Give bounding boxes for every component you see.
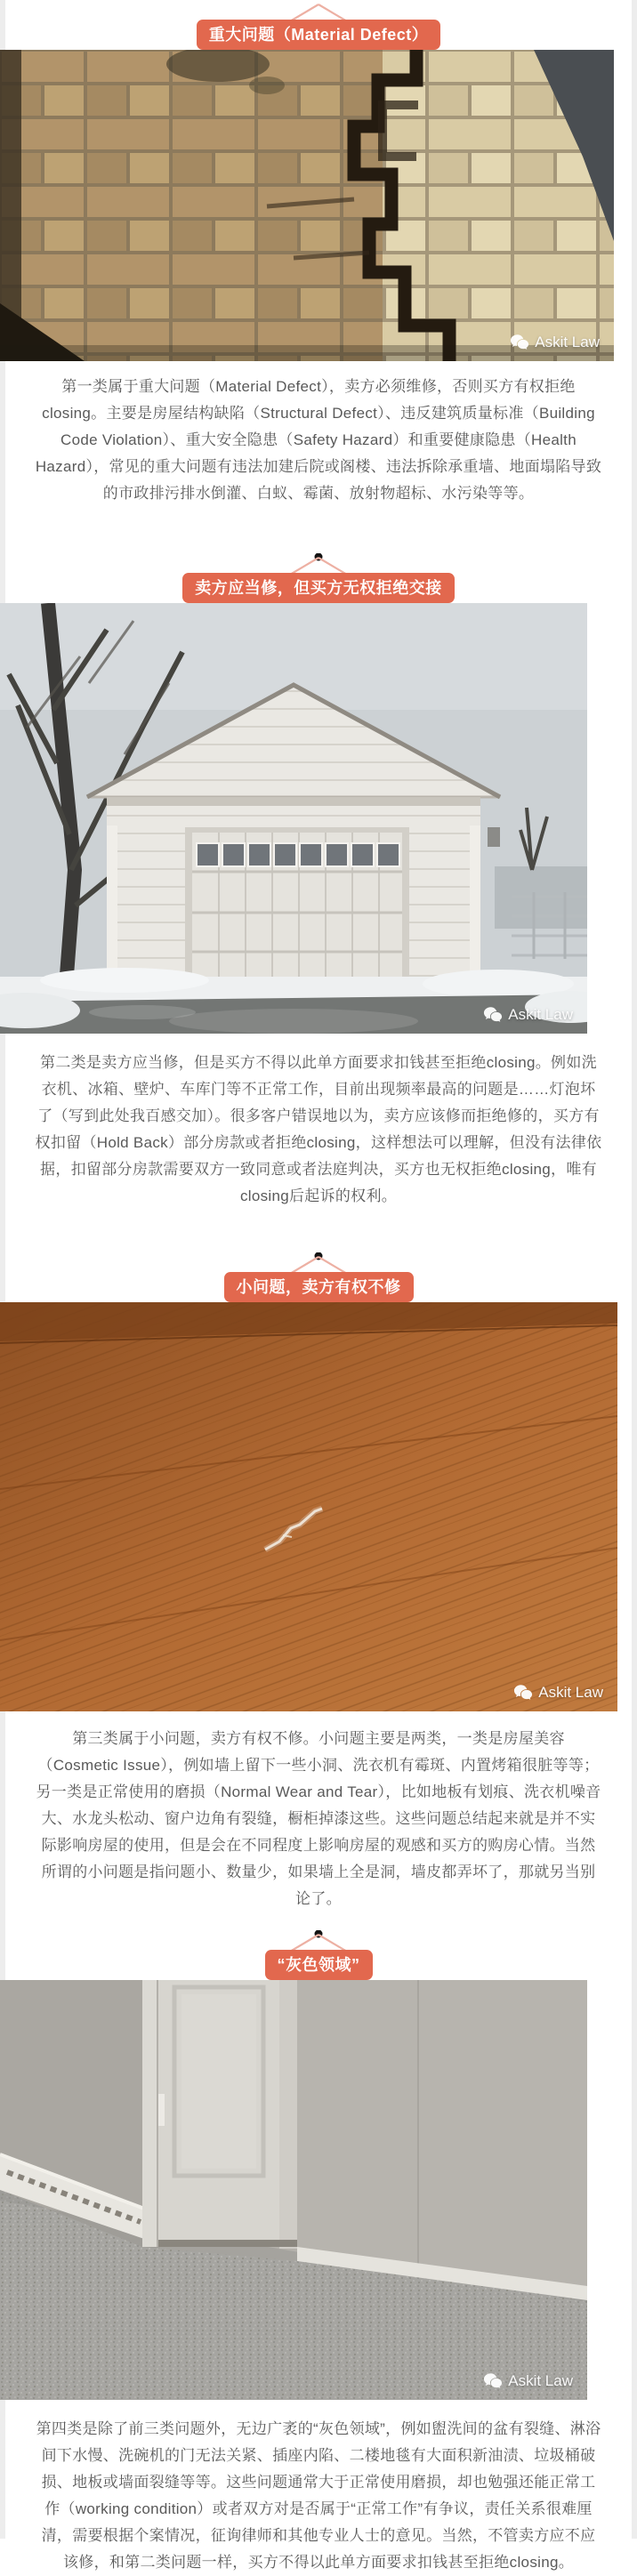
section-badge-wrap (0, 0, 637, 50)
section-seller-must-repair (0, 553, 637, 1210)
section-badge: “灰色领域” (265, 1950, 373, 1980)
photo-white-garage-winter[interactable] (0, 603, 587, 1034)
brick-wall-crack-image (0, 50, 614, 361)
section-badge-wrap (0, 1252, 637, 1302)
section-grey-area (0, 1930, 637, 2576)
hanging-string-icon (0, 1930, 637, 1952)
room-door-carpet-image (0, 1980, 587, 2400)
watermark-label: Askit Law (535, 334, 600, 350)
section-badge-wrap (0, 553, 637, 603)
watermark-label: Askit Law (508, 2372, 573, 2389)
photo-watermark (483, 2372, 573, 2389)
section-paragraph: 第一类属于重大问题（Material Defect），卖方必须维修，否则买方有权拒绝closing。主要是房屋结构缺陷（Structural Defect）、违反建筑质量标准（Building Code Violation）、重大安全隐患（Safety Hazard）和重要健康隐患（Health Hazard），常见的重大问题有违法加建后院或阁楼、违法拆除承重墙、地面塌陷导致的市政排污排水倒灌、白蚁、霉菌、放射物超标、水污染等等。 (35, 378, 602, 502)
section-badge: 卖方应当修，但买方无权拒绝交接 (182, 573, 455, 603)
photo-watermark (483, 1006, 573, 1023)
hanging-string-icon (0, 1252, 637, 1274)
photo-wood-floor-scratch[interactable] (0, 1302, 617, 1711)
hanging-string-icon (0, 553, 637, 575)
wechat-logo-icon (510, 334, 529, 350)
section-paragraph: 第二类是卖方应当修，但是买方不得以此单方面要求扣钱甚至拒绝closing。例如洗衣机、冰箱、壁炉、车库门等不正常工作，目前出现频率最高的问题是……灯泡坏了（写到此处我百感交加）。很多客户错误地以为，卖方应该修而拒绝修的，买方有权扣留（Hold Back）部分房款或者拒绝closing，这样想法可以理解，但没有法律依据，扣留部分房款需要双方一致同意或者法庭判决，买方也无权拒绝closing，唯有closing后起诉的权利。 (35, 1054, 602, 1204)
photo-brick-wall-crack[interactable] (0, 50, 614, 361)
section-paragraph: 第三类属于小问题，卖方有权不修。小问题主要是两类，一类是房屋美容（Cosmetic Issue），例如墙上留下一些小洞、洗衣机有霉斑、内置烤箱很脏等等；另一类是正常使用的磨损（Normal Wear and Tear），比如地板有划痕、洗衣机噪音大、水龙头松动、窗户边角有裂缝，橱柜掉漆这些。这些问题总结起来就是并不实际影响房屋的使用，但是会在不同程度上影响房屋的观感和买方的购房心情。当然所谓的小问题是指问题小、数量少，如果墙上全是洞，墙皮都弄坏了，那就另当别论了。 (36, 1730, 601, 1907)
section-paragraph: 第四类是除了前三类问题外，无边广袤的“灰色领域”，例如盥洗间的盆有裂缝、淋浴间下水慢、洗碗机的门无法关紧、插座内陷、二楼地毯有大面积新油渍、垃圾桶破损、地板或墙面裂缝等等。这些问题通常大于正常使用磨损，却也勉强还能正常工作（working condition）或者双方对是否属于“正常工作”有争议，责任关系很难厘清，需要根据个案情况，征询律师和其他专业人士的意见。当然，不管卖方应不应该修，和第二类问题一样，买方不得以此单方面要求扣钱甚至拒绝closing。 (36, 2420, 601, 2571)
wechat-logo-icon (513, 1684, 533, 1701)
section-badge: 小问题，卖方有权不修 (224, 1272, 414, 1302)
section-minor-issue (0, 1252, 637, 1912)
wechat-logo-icon (483, 2372, 503, 2389)
section-badge-wrap (0, 1930, 637, 1980)
watermark-label: Askit Law (538, 1684, 603, 1701)
white-garage-image (0, 603, 587, 1034)
photo-room-door-carpet[interactable] (0, 1980, 587, 2400)
photo-watermark (510, 334, 600, 350)
photo-watermark (513, 1684, 603, 1701)
wood-floor-image (0, 1302, 617, 1711)
section-badge: 重大问题（Material Defect） (197, 20, 441, 50)
hanging-string-icon (0, 0, 637, 21)
watermark-label: Askit Law (508, 1006, 573, 1023)
section-material-defect (0, 0, 637, 507)
wechat-logo-icon (483, 1006, 503, 1023)
